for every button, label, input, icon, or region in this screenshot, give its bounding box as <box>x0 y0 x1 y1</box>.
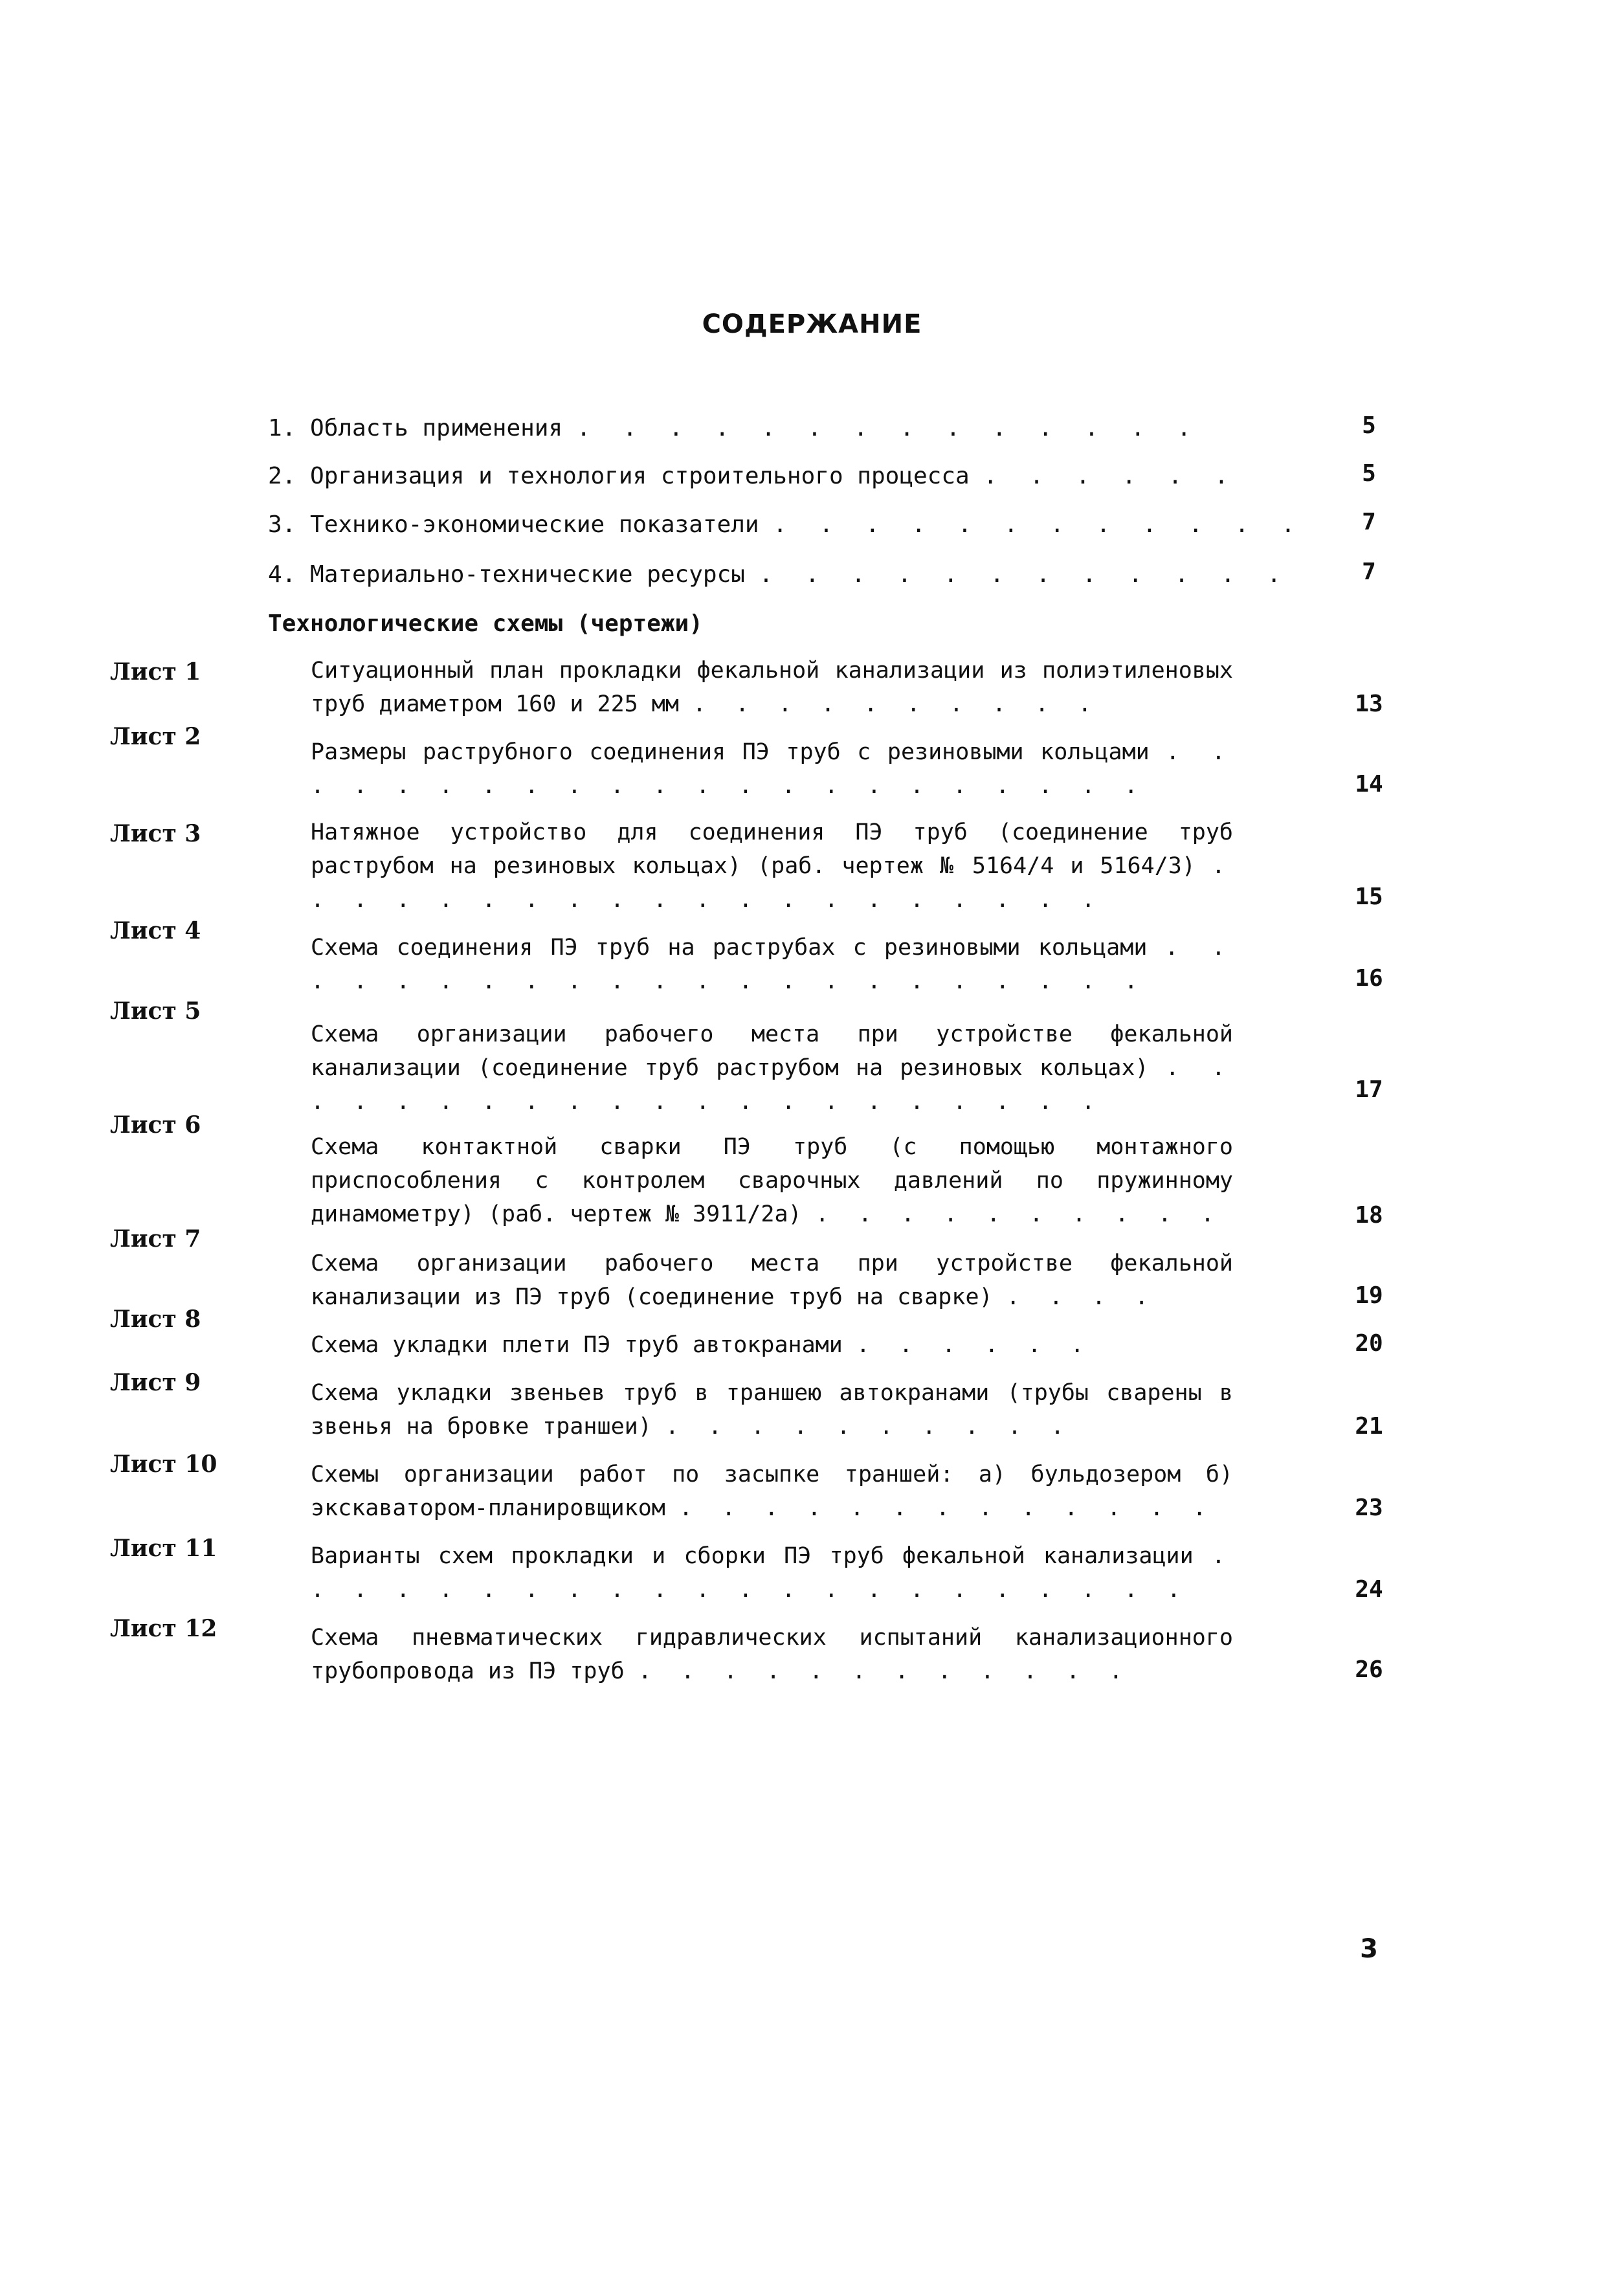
toc-section-1[interactable] <box>268 412 1239 445</box>
sheet-title: Схемы организации работ по засыпке траншей: а) бульдозером б) экскаватором-планировщиком <box>311 1462 1233 1521</box>
sheet-label: Лист 10 <box>110 1451 217 1478</box>
toc-sheet-12[interactable] <box>311 1621 1233 1688</box>
sheet-page-number: 21 <box>1355 1413 1383 1440</box>
toc-sheet-11[interactable] <box>311 1539 1233 1607</box>
leader-dots: . . . . . . . . . . . . . . . . . . . . . . <box>311 739 1234 799</box>
section-page-number: 5 <box>1362 412 1376 439</box>
sheet-title: Схема организации рабочего места при устройстве фекальной канализации (соединение труб раструбом на резиновых кольцах) <box>311 1021 1233 1081</box>
toc-section-3[interactable] <box>268 508 1304 542</box>
leader-dots: . . . . . . . . . . <box>693 691 1100 717</box>
toc-sheet-6[interactable] <box>311 1130 1233 1231</box>
section-page-number: 5 <box>1362 460 1376 487</box>
sheet-title: Схема организации рабочего места при устройстве фекальной канализации из ПЭ труб (соединение труб на сварке) <box>311 1251 1233 1310</box>
sheet-title: Схема контактной сварки ПЭ труб (с помощью монтажного приспособления с контролем сварочных давлений по пружинному динамометру) (раб. чертеж № 3911/2а) <box>311 1134 1233 1227</box>
toc-sheet-3[interactable] <box>311 816 1233 917</box>
sheet-label: Лист 2 <box>110 723 201 750</box>
sheet-label: Лист 7 <box>110 1225 201 1253</box>
toc-section-4[interactable] <box>268 558 1291 592</box>
sheet-title: Натяжное устройство для соединения ПЭ труб (соединение труб раструбом на резиновых кольцах) (раб. чертеж № 5164/4 и 5164/3) <box>311 819 1233 879</box>
sheet-label: Лист 1 <box>110 658 201 685</box>
sheet-title: Схема укладки звеньев труб в траншею автокранами (трубы сварены в звенья на бровке траншеи) <box>311 1380 1233 1440</box>
sheet-title: Схема соединения ПЭ труб на раструбах с резиновыми кольцами <box>311 935 1148 961</box>
sheet-title: Варианты схем прокладки и сборки ПЭ труб фекальной канализации <box>311 1543 1194 1569</box>
toc-sheet-10[interactable] <box>311 1458 1233 1525</box>
leader-dots: . . . . . . . . . . . . . . . . . . . . . <box>311 1055 1233 1115</box>
sheet-label: Лист 12 <box>110 1615 217 1642</box>
leader-dots: . . . . . . . . . . . . <box>759 561 1291 588</box>
sheet-title: Размеры раструбного соединения ПЭ труб с резиновыми кольцами <box>311 739 1150 765</box>
section-title: 1. Область применения <box>268 415 563 441</box>
section-title: 3. Технико-экономические показатели <box>268 511 759 538</box>
page-title: СОДЕРЖАНИЕ <box>702 309 922 339</box>
sheet-label: Лист 9 <box>110 1369 201 1396</box>
toc-sheet-9[interactable] <box>311 1376 1233 1443</box>
sheet-label: Лист 5 <box>110 997 201 1025</box>
section-page-number: 7 <box>1362 559 1376 585</box>
toc-sheet-4[interactable] <box>311 931 1233 998</box>
sheet-label: Лист 6 <box>110 1111 201 1139</box>
section-page-number: 7 <box>1362 509 1376 535</box>
leader-dots: . . . . . . . . . . . . . . . . . . . . . . <box>311 1543 1233 1603</box>
sheet-page-number: 14 <box>1355 771 1383 797</box>
sheet-label: Лист 3 <box>110 820 201 847</box>
toc-sheet-2[interactable] <box>311 735 1233 803</box>
sheet-page-number: 20 <box>1355 1330 1383 1357</box>
toc-section-2[interactable] <box>268 460 1239 493</box>
sheet-page-number: 18 <box>1355 1202 1383 1229</box>
sheet-page-number: 16 <box>1355 965 1383 992</box>
sheet-title: Ситуационный план прокладки фекальной канализации из полиэтиленовых труб диаметром 160 и 225 мм <box>311 658 1233 717</box>
leader-dots: . . . . . . <box>983 463 1238 489</box>
toc-sheet-1[interactable] <box>311 654 1233 721</box>
leader-dots: . . . . . . . . . . . . . . <box>576 415 1201 441</box>
sheet-page-number: 15 <box>1355 884 1383 910</box>
sheet-label: Лист 8 <box>110 1306 201 1333</box>
page-number: 3 <box>1360 1934 1378 1964</box>
sheet-page-number: 19 <box>1355 1282 1383 1309</box>
sheet-title: Схема укладки плети ПЭ труб автокранами <box>311 1332 843 1358</box>
leader-dots: . . . . <box>1006 1284 1157 1310</box>
section-title: 2. Организация и технология строительного процесса <box>268 463 970 489</box>
leader-dots: . . . . . . . . . . <box>815 1201 1223 1227</box>
sheet-page-number: 13 <box>1355 691 1383 717</box>
sheet-page-number: 24 <box>1355 1576 1383 1603</box>
leader-dots: . . . . . . . . . . . . . . . . . . . . <box>311 853 1233 913</box>
leader-dots: . . . . . . . . . . . . <box>773 511 1304 538</box>
toc-sheet-5[interactable] <box>311 1018 1233 1119</box>
sheet-page-number: 23 <box>1355 1495 1383 1521</box>
sheet-page-number: 17 <box>1355 1076 1383 1103</box>
sheet-title: Схема пневматических гидравлических испытаний канализационного трубопровода из ПЭ труб <box>311 1625 1233 1684</box>
schemes-heading: Технологические схемы (чертежи) <box>268 610 703 637</box>
toc-sheet-7[interactable] <box>311 1247 1233 1314</box>
leader-dots: . . . . . . . . . . <box>665 1414 1073 1440</box>
leader-dots: . . . . . . . . . . . . <box>638 1658 1131 1684</box>
sheet-page-number: 26 <box>1355 1656 1383 1683</box>
leader-dots: . . . . . . <box>856 1332 1092 1358</box>
section-title: 4. Материально-технические ресурсы <box>268 561 745 588</box>
toc-sheet-8[interactable] <box>311 1328 1233 1362</box>
sheet-label: Лист 4 <box>110 917 201 944</box>
sheet-label: Лист 11 <box>110 1535 217 1562</box>
leader-dots: . . . . . . . . . . . . . . . . . . . . . . <box>311 935 1233 994</box>
leader-dots: . . . . . . . . . . . . . <box>678 1495 1214 1521</box>
